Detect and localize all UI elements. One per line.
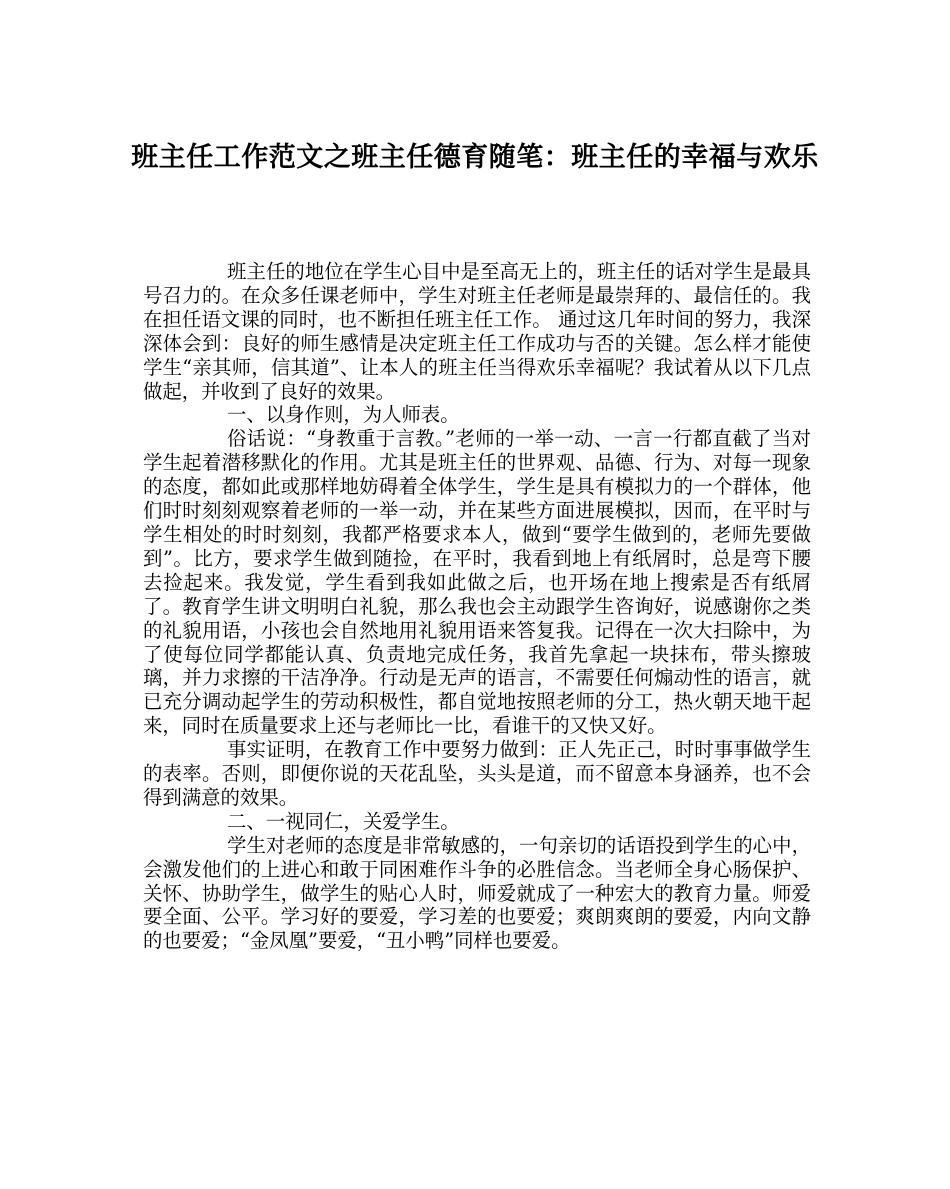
paragraph-lead-by-example: 俗话说：“身教重于言教。”老师的一举一动、一言一行都直截了当对学生起着潜移默化的作用。尤其是班主任的世界观、品德、行为、对每一现象的态度，都如此或那样地妨碍着全体学生，学生是具有模拟力的一个群体，他们时时刻刻观察着老师的一举一动，并在某些方面进展模拟，因而，在平时与学生相处的时时刻刻，我都严格要求本人，做到“要学生做到的，老师先要做到”。比方，要求学生做到随捡，在平时，我看到地上有纸屑时，总是弯下腰去捡起来。我发觉，学生看到我如此做之后，也开场在地上搜索是否有纸屑了。教育学生讲文明明白礼貌，那么我也会主动跟学生咨询好，说感谢你之类的礼貌用语，小孩也会自然地用礼貌用语来答复我。记得在一次大扫除中，为了使每位同学都能认真、负责地完成任务，我首先拿起一块抹布，带头擦玻璃，并力求擦的干洁净净。行动是无声的语言，不需要任何煽动性的语言，就已充分调动起学生的劳动积极性，都自觉地按照老师的分工，热火朝天地干起来，同时在质量要求上还与老师比一比，看谁干的又快又好。 bbox=[143, 427, 811, 738]
section-heading-2: 二、一视同仁，关爱学生。 bbox=[227, 809, 460, 833]
paragraph-intro: 班主任的地位在学生心目中是至高无上的，班主任的话对学生是最具号召力的。在众多任课老师中，学生对班主任老师是最崇拜的、最信任的。我在担任语文课的同时，也不断担任班主任工作。 通过这几年时间的努力，我深深体会到：良好的师生感情是决定班主任工作成功与否的关键。怎么样才能使学生“亲其师，信其道”、让本人的班主任当得欢乐幸福呢？我试着从以下几点做起，并收到了良好的效果。 bbox=[143, 260, 811, 403]
document-body bbox=[143, 260, 811, 953]
section-heading-1: 一、以身作则，为人师表。 bbox=[227, 403, 460, 427]
document-title: 班主任工作范文之班主任德育随笔：班主任的幸福与欢乐 bbox=[131, 142, 819, 173]
paragraph-care-students: 学生对老师的态度是非常敏感的，一句亲切的话语投到学生的心中，会激发他们的上进心和敢于同困难作斗争的必胜信念。当老师全身心肠保护、关怀、协助学生，做学生的贴心人时，师爱就成了一种宏大的教育力量。师爱要全面、公平。学习好的要爱，学习差的也要爱；爽朗爽朗的要爱，内向文静的也要爱；“金凤凰”要爱，“丑小鸭”同样也要爱。 bbox=[143, 833, 811, 953]
paragraph-conclusion-1: 事实证明，在教育工作中要努力做到：正人先正己，时时事事做学生的表率。否则，即便你说的天花乱坠，头头是道，而不留意本身涵养，也不会得到满意的效果。 bbox=[143, 738, 811, 809]
